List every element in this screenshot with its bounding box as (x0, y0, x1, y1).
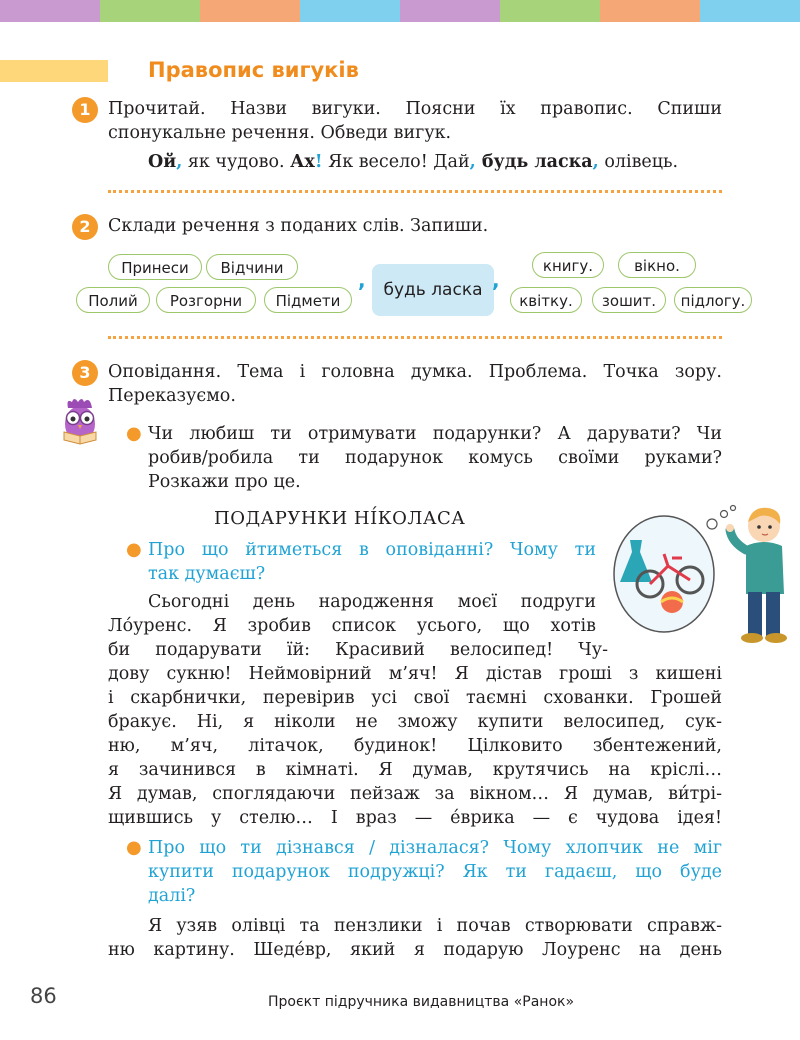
story-line: Я думав, споглядаючи пейзаж за вікном… Я думав, ви́трі- (108, 784, 722, 804)
footer-text: Проєкт підручника видавництва «Ранок» (268, 994, 575, 1010)
phrase-please: будь ласка (475, 152, 593, 172)
bullet: ● (126, 837, 142, 858)
comma: , (492, 268, 500, 292)
center-phrase: будь ласка (372, 264, 494, 316)
word-chip: Розгорни (156, 287, 256, 313)
story-line: дову сукню! Неймовірний м’яч! Я дістав гроші з кишені (108, 664, 722, 684)
dotted-divider (108, 190, 722, 193)
comma: , (469, 152, 476, 172)
question-1-line: Чи любиш ти отримувати подарунки? А дарувати? Чи (148, 424, 722, 444)
story-line: Я узяв олівці та пензлики і почав створювати справж- (148, 916, 722, 936)
question-3-line: далі? (148, 886, 196, 906)
question-1-line: робив/робила ти подарунок комусь своїми руками? (148, 448, 722, 468)
top-bar-segment (600, 0, 700, 22)
story-line: я зачинився в кімнаті. Я думав, крутячись на кріслі… (108, 760, 722, 780)
word-chip: вікно. (618, 252, 696, 278)
word-chip: Полий (76, 287, 150, 313)
top-bar-segment (500, 0, 600, 22)
bullet: ● (126, 539, 142, 560)
task-2-text: Склади речення з поданих слів. Запиши. (108, 216, 489, 236)
question-1-line: Розкажи про це. (148, 472, 301, 492)
top-bar-segment (400, 0, 500, 22)
top-color-bar (0, 0, 800, 22)
story-line: щившись у стелю… І враз — е́врика — є чудова ідея! (108, 808, 722, 828)
top-bar-segment (100, 0, 200, 22)
title-strip (0, 60, 108, 82)
story-line: бракує. Ні, я ніколи не зможу купити велосипед, сук- (108, 712, 722, 732)
task-1-line-1: Прочитай. Назви вигуки. Поясни їх правопис. Спиши (108, 99, 722, 119)
example-text: олівець. (598, 152, 679, 172)
example-text: Як весело! Дай (322, 152, 470, 172)
task-1-example (148, 150, 728, 174)
story-line: ню картину. Шеде́вр, який я подарую Лоуренс на день (108, 940, 722, 960)
exclamation: ! (314, 152, 323, 172)
word-chip: книгу. (532, 252, 604, 278)
task-1-number: 1 (72, 97, 98, 123)
owl-mascot-icon (56, 394, 104, 448)
top-bar-segment (300, 0, 400, 22)
story-line: Ло́уренс. Я зробив список усього, що хотів (108, 616, 596, 636)
word-chip: Підмети (264, 287, 352, 313)
top-bar-segment (0, 0, 100, 22)
interjection-oi: Ой (148, 152, 177, 172)
word-chip: квітку. (510, 287, 582, 313)
page-title: Правопис вигуків (148, 58, 359, 82)
task-3-line-1: Оповідання. Тема і головна думка. Проблема. Точка зору. (108, 362, 722, 382)
comma: , (358, 268, 366, 292)
top-bar-segment (200, 0, 300, 22)
question-3-line: купити подарунок подружці? Як ти гадаєш, що буде (148, 862, 722, 882)
story-title: ПОДАРУНКИ НІ́КОЛАСА (214, 508, 466, 529)
story-line: би подарувати їй: Красивий велосипед! Чу- (108, 640, 608, 660)
question-3-line: Про що ти дізнався / дізналася? Чому хлопчик не міг (148, 838, 722, 858)
comma: , (176, 152, 183, 172)
top-bar-segment (700, 0, 800, 22)
comma: , (592, 152, 599, 172)
story-line: ню, м’яч, літачок, будинок! Цілковито збентежений, (108, 736, 722, 756)
word-chip: підлогу. (674, 287, 752, 313)
boy-dreaming-illustration (612, 502, 788, 652)
task-1-line-2: спонукальне речення. Обведи вигук. (108, 123, 452, 143)
interjection-ah: Ах (290, 152, 315, 172)
task-3-line-2: Переказуємо. (108, 386, 236, 406)
task-3-number: 3 (72, 360, 98, 386)
word-chip: зошит. (592, 287, 666, 313)
story-line: і скарбнички, перевірив усі свої таємні схованки. Грошей (108, 688, 722, 708)
question-2-line: Про що йтиметься в оповіданні? Чому ти (148, 540, 596, 560)
story-line: Сьогодні день народження моєї подруги (148, 592, 596, 612)
dotted-divider (108, 336, 722, 339)
page-number: 86 (30, 984, 57, 1008)
question-2-line: так думаєш? (148, 564, 266, 584)
word-chip: Принеси (108, 254, 202, 280)
bullet: ● (126, 423, 142, 444)
task-2-number: 2 (72, 214, 98, 240)
example-text: як чудово. (182, 152, 291, 172)
word-chip: Відчини (206, 254, 298, 280)
